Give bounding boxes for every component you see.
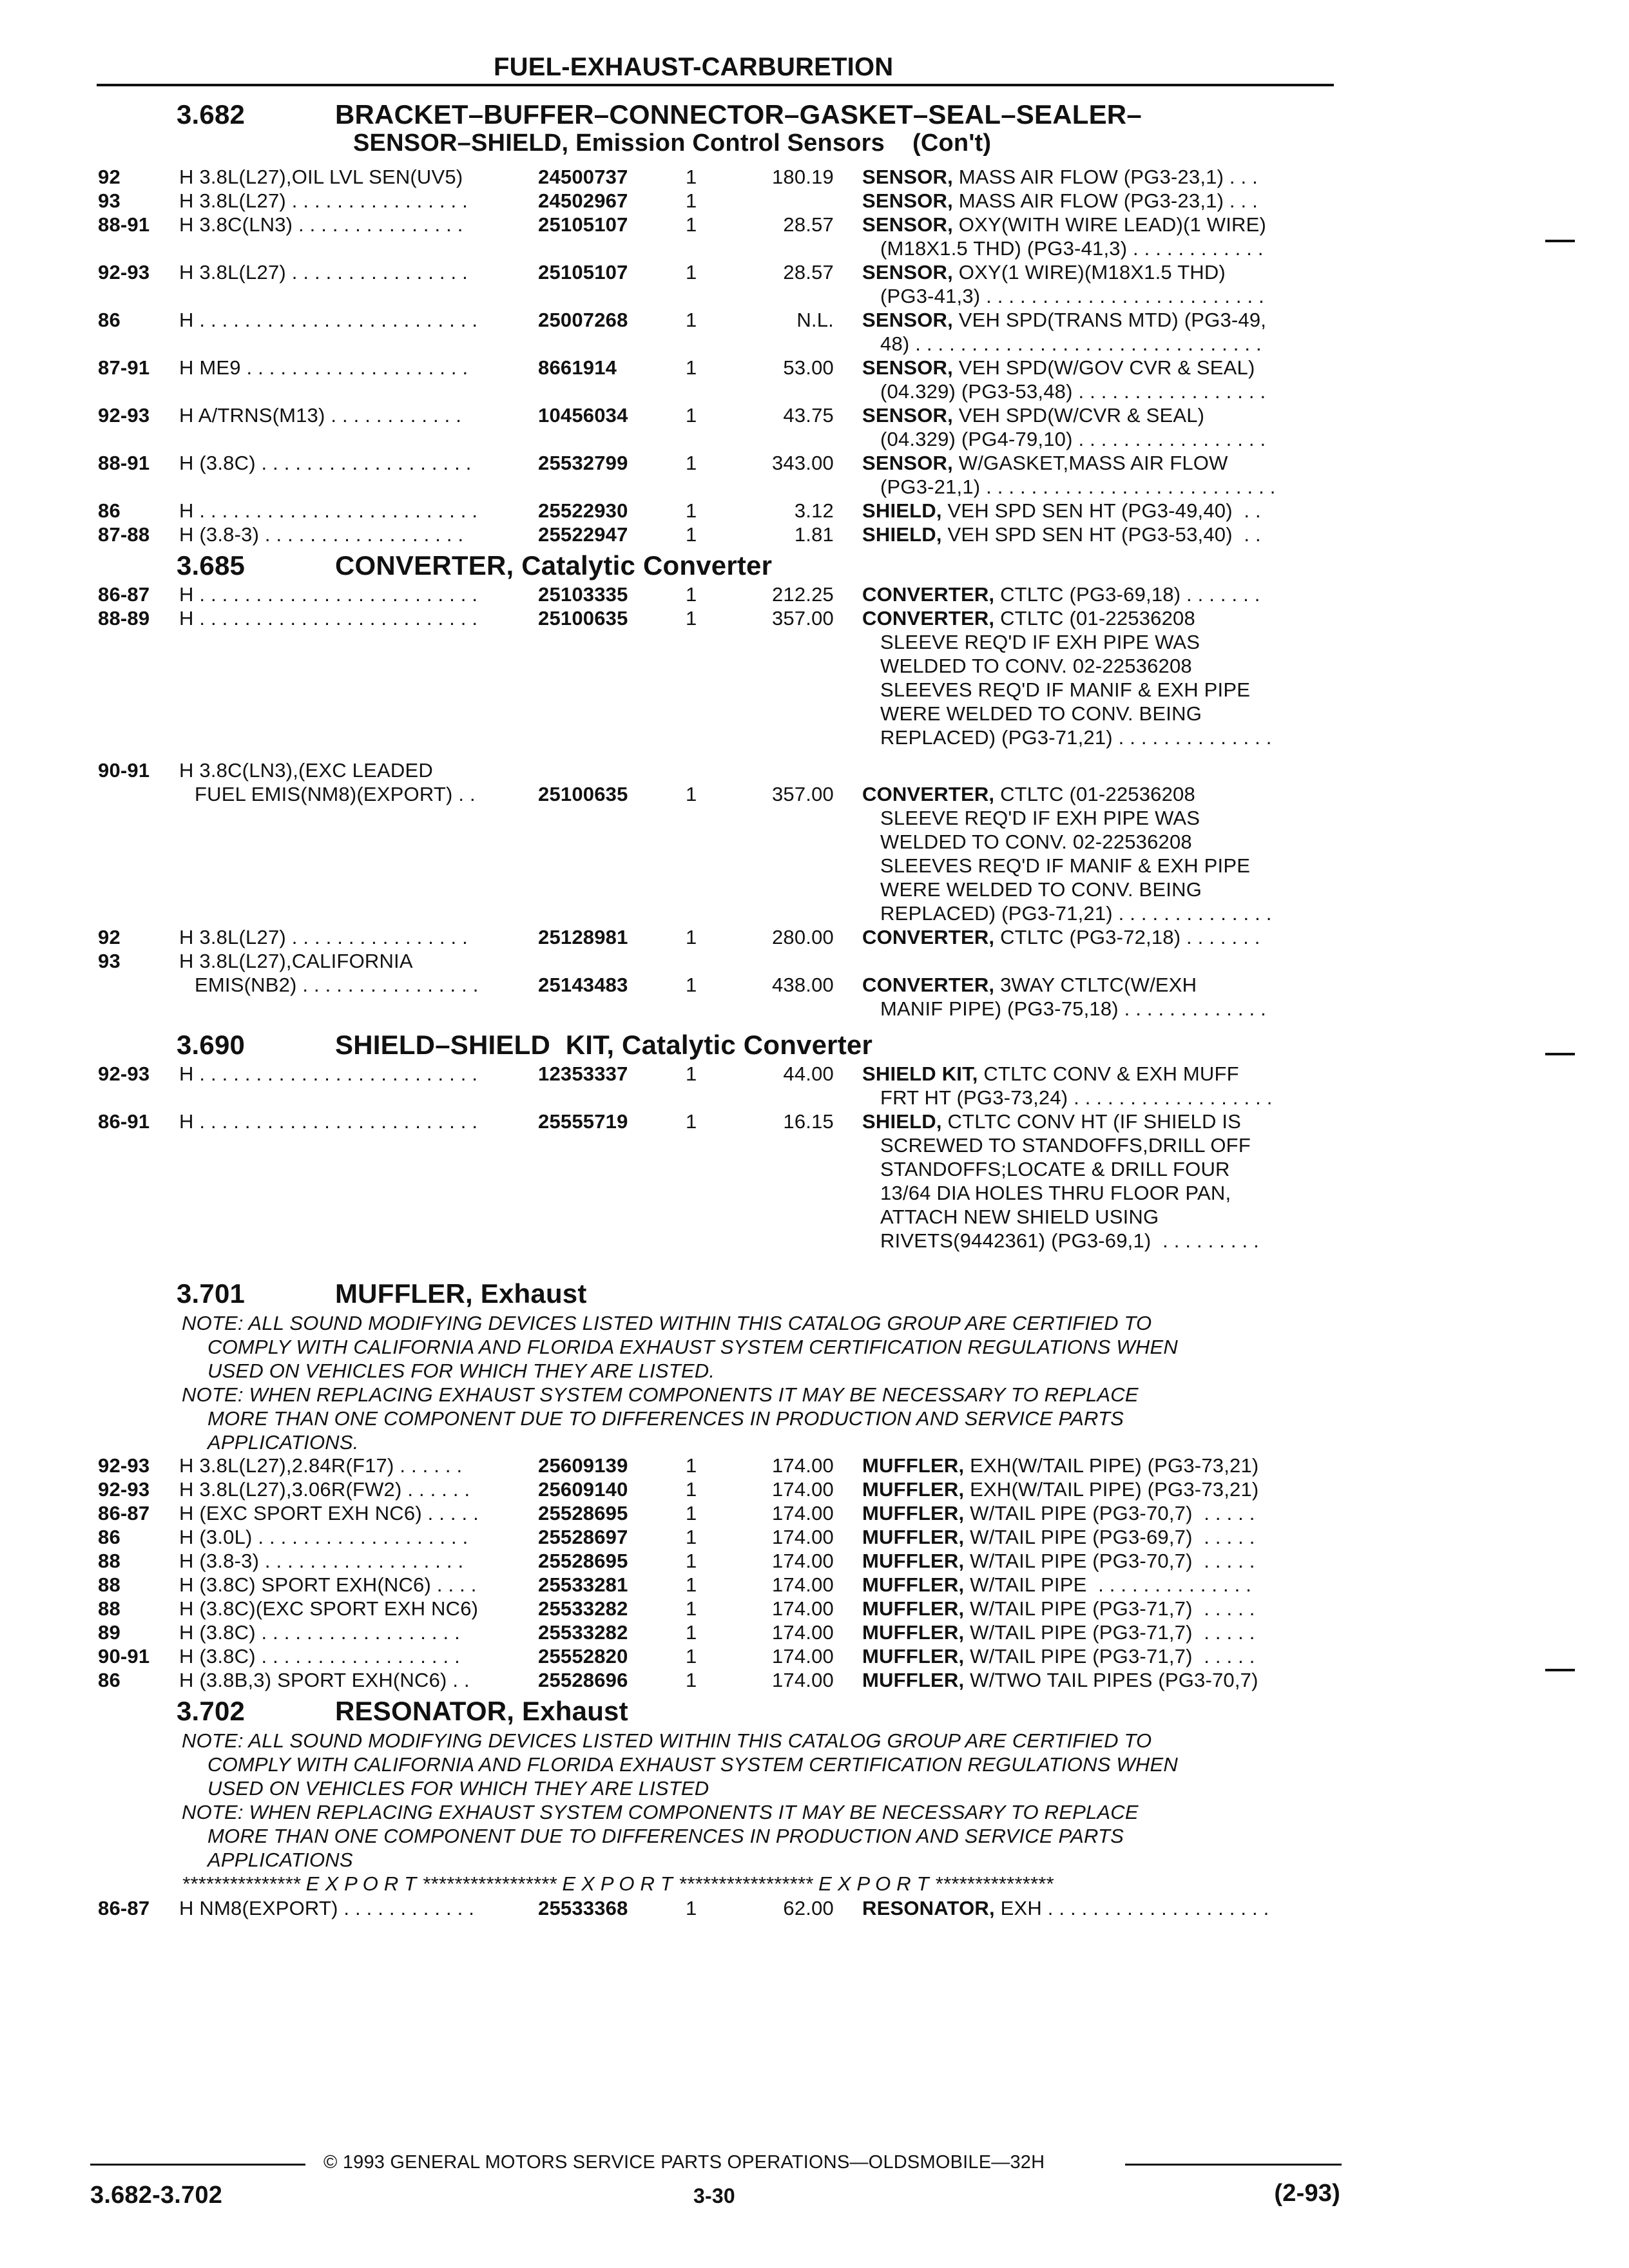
description-continuation: (PG3-41,3) . . . . . . . . . . . . . . . . . . . . . . . . . [880,285,1264,307]
section-number: 3.682 [177,99,246,130]
description-continuation: REPLACED) (PG3-71,21) . . . . . . . . . . . . . . [880,726,1272,749]
quantity: 1 [686,189,697,212]
section-number: 3.702 [177,1696,246,1726]
year-range: 88 [98,1597,120,1620]
header-rule [97,84,1334,86]
part-detail: VEH SPD(TRANS MTD) (PG3-49, [952,309,1267,331]
catalog-note: USED ON VEHICLES FOR WHICH THEY ARE LISTED. [207,1360,715,1382]
year-range: 88 [98,1550,120,1572]
year-range: 93 [98,189,120,212]
part-description [862,309,1266,332]
description-continuation: (04.329) (PG3-53,48) . . . . . . . . . . . . . . . . . [880,380,1266,403]
part-name: MUFFLER, [862,1550,965,1572]
part-detail: MASS AIR FLOW (PG3-23,1) . . . [952,166,1258,188]
model-text: H 3.8L(L27),OIL LVL SEN(UV5) [179,166,463,188]
year-range: 86 [98,1526,120,1548]
model-text: H (3.8C) . . . . . . . . . . . . . . . . . . . [179,452,472,474]
part-detail: CTLTC (PG3-69,18) . . . . . . . [994,583,1260,606]
part-description [862,213,1266,236]
part-detail: W/TAIL PIPE . . . . . . . . . . . . . . [964,1573,1252,1596]
year-range: 86-87 [98,1897,150,1919]
part-detail: OXY(WITH WIRE LEAD)(1 WIRE) [952,213,1267,236]
part-number: 25528696 [538,1669,628,1691]
part-number: 25533282 [538,1597,628,1620]
catalog-note: MORE THAN ONE COMPONENT DUE TO DIFFERENCES IN PRODUCTION AND SERVICE PARTS [207,1825,1124,1847]
description-continuation: STANDOFFS;LOCATE & DRILL FOUR [880,1158,1230,1180]
quantity: 1 [686,783,697,805]
margin-mark [1545,1669,1575,1671]
part-detail: W/GASKET,MASS AIR FLOW [952,452,1228,474]
part-detail: MASS AIR FLOW (PG3-23,1) . . . [952,189,1258,212]
description-continuation: ATTACH NEW SHIELD USING [880,1206,1159,1228]
price: 280.00 [771,926,834,948]
part-detail: W/TWO TAIL PIPES (PG3-70,7) [964,1669,1258,1691]
part-name: CONVERTER, [862,926,995,948]
price: 174.00 [771,1645,834,1667]
part-number: 24502967 [538,189,628,212]
model-text: H (EXC SPORT EXH NC6) . . . . . [179,1502,479,1524]
description-continuation: WELDED TO CONV. 02-22536208 [880,655,1192,677]
part-name: SHIELD, [862,499,942,522]
part-number: 24500737 [538,166,628,188]
part-name: RESONATOR, [862,1897,995,1919]
part-detail: EXH(W/TAIL PIPE) (PG3-73,21) [964,1478,1259,1501]
description-continuation: FRT HT (PG3-73,24) . . . . . . . . . . . . . . . . . . [880,1086,1273,1109]
section-number: 3.685 [177,550,246,581]
part-description [862,1478,1258,1501]
section-title: RESONATOR, Exhaust [335,1696,628,1726]
part-name: SHIELD, [862,523,942,546]
model-text: H ME9 . . . . . . . . . . . . . . . . . . . . [179,356,468,379]
part-number: 10456034 [538,404,628,427]
part-number: 25533281 [538,1573,628,1596]
part-description [862,523,1261,546]
part-name: MUFFLER, [862,1478,965,1501]
part-name: SENSOR, [862,356,953,379]
model-line: H 3.8C(LN3),(EXC LEADED [179,759,433,782]
part-detail: W/TAIL PIPE (PG3-71,7) . . . . . [964,1597,1255,1620]
quantity: 1 [686,261,697,284]
part-name: MUFFLER, [862,1669,965,1691]
year-range: 86-87 [98,1502,150,1524]
description-continuation: (PG3-21,1) . . . . . . . . . . . . . . . . . . . . . . . . . . [880,476,1276,498]
description-continuation: WERE WELDED TO CONV. BEING [880,702,1202,725]
part-description [862,1573,1251,1597]
part-name: CONVERTER, [862,583,995,606]
price: 357.00 [771,783,834,805]
part-name: SENSOR, [862,166,953,188]
part-number: 25128981 [538,926,628,948]
year-range: 92-93 [98,404,150,427]
part-description [862,261,1226,284]
quantity: 1 [686,404,697,427]
part-detail: CTLTC CONV HT (IF SHIELD IS [941,1110,1242,1133]
part-description [862,1062,1239,1086]
part-description [862,356,1255,380]
part-detail: VEH SPD SEN HT (PG3-53,40) . . [941,523,1261,546]
price: 438.00 [771,974,834,996]
quantity: 1 [686,1897,697,1919]
price: 43.75 [783,404,834,427]
part-detail: CTLTC (01-22536208 [994,783,1195,805]
part-detail: W/TAIL PIPE (PG3-71,7) . . . . . [964,1645,1255,1667]
part-number: 25007268 [538,309,628,331]
part-number: 25528695 [538,1550,628,1572]
part-number: 25522930 [538,499,628,522]
copyright: © 1993 GENERAL MOTORS SERVICE PARTS OPERATIONS—OLDSMOBILE—32H [323,2152,1045,2173]
quantity: 1 [686,1502,697,1524]
part-detail: EXH(W/TAIL PIPE) (PG3-73,21) [964,1454,1259,1477]
model-text: H . . . . . . . . . . . . . . . . . . . . . . . . . [179,1110,478,1133]
model-text: H 3.8L(L27) . . . . . . . . . . . . . . . . [179,189,468,212]
model-text: H A/TRNS(M13) . . . . . . . . . . . . [179,404,462,427]
part-name: CONVERTER, [862,783,995,805]
part-description [862,499,1261,523]
quantity: 1 [686,1645,697,1667]
section-title: CONVERTER, Catalytic Converter [335,550,773,581]
model-text: H (3.8C) SPORT EXH(NC6) . . . . [179,1573,477,1596]
part-description [862,1454,1258,1477]
part-description [862,404,1204,427]
part-description [862,1597,1255,1620]
part-description [862,583,1260,606]
part-detail: CTLTC CONV & EXH MUFF [978,1062,1239,1085]
part-number: 25609140 [538,1478,628,1501]
model-text: H 3.8L(L27),3.06R(FW2) . . . . . . [179,1478,470,1501]
part-detail: W/TAIL PIPE (PG3-69,7) . . . . . [964,1526,1255,1548]
model-line: H 3.8L(L27),CALIFORNIA [179,950,413,972]
price: 174.00 [771,1526,834,1548]
price: 28.57 [783,261,834,284]
quantity: 1 [686,583,697,606]
section-number: 3.701 [177,1278,246,1309]
page-range: 3.682-3.702 [90,2182,223,2209]
model-text: H (3.8C) . . . . . . . . . . . . . . . . . . [179,1645,460,1667]
part-detail: W/TAIL PIPE (PG3-70,7) . . . . . [964,1502,1255,1524]
year-range: 86 [98,1669,120,1691]
part-number: 25103335 [538,583,628,606]
part-name: MUFFLER, [862,1573,965,1596]
quantity: 1 [686,213,697,236]
quantity: 1 [686,1550,697,1572]
part-detail: 3WAY CTLTC(W/EXH [994,974,1197,996]
year-range: 86 [98,309,120,331]
year-range: 86 [98,499,120,522]
part-number: 25105107 [538,261,628,284]
description-continuation: SLEEVE REQ'D IF EXH PIPE WAS [880,807,1200,829]
price: 174.00 [771,1502,834,1524]
description-continuation: 48) . . . . . . . . . . . . . . . . . . . . . . . . . . . . . . . [880,332,1262,355]
part-number: 25533368 [538,1897,628,1919]
price: 28.57 [783,213,834,236]
part-number: 25533282 [538,1621,628,1644]
description-continuation: (M18X1.5 THD) (PG3-41,3) . . . . . . . . . . . . [880,237,1264,260]
part-detail: EXH . . . . . . . . . . . . . . . . . . . . [994,1897,1269,1919]
margin-mark [1545,240,1575,242]
catalog-note: NOTE: WHEN REPLACING EXHAUST SYSTEM COMPONENTS IT MAY BE NECESSARY TO REPLACE [182,1801,1139,1823]
price: 174.00 [771,1621,834,1644]
price: N.L. [796,309,834,331]
part-name: SENSOR, [862,213,953,236]
model-text: H (3.8B,3) SPORT EXH(NC6) . . [179,1669,470,1691]
catalog-note: APPLICATIONS [207,1849,353,1871]
price: 53.00 [783,356,834,379]
price: 174.00 [771,1573,834,1596]
part-number: 25609139 [538,1454,628,1477]
part-description [862,166,1258,189]
description-continuation: MANIF PIPE) (PG3-75,18) . . . . . . . . . . . . . [880,997,1266,1020]
part-name: SENSOR, [862,452,953,474]
quantity: 1 [686,926,697,948]
description-continuation: (04.329) (PG4-79,10) . . . . . . . . . . . . . . . . . [880,428,1266,450]
quantity: 1 [686,974,697,996]
part-name: MUFFLER, [862,1621,965,1644]
part-name: SENSOR, [862,189,953,212]
part-number: 25555719 [538,1110,628,1133]
part-description [862,607,1195,630]
section-title: SHIELD–SHIELD KIT, Catalytic Converter [335,1030,872,1060]
year-range: 87-88 [98,523,150,546]
model-text: H (3.8-3) . . . . . . . . . . . . . . . . . . [179,1550,464,1572]
revision-date: (2-93) [1274,2180,1340,2207]
price: 357.00 [771,607,834,629]
part-number: 12353337 [538,1062,628,1085]
price: 180.19 [771,166,834,188]
quantity: 1 [686,523,697,546]
year-range: 88-91 [98,452,150,474]
part-number: 25528695 [538,1502,628,1524]
model-text: H . . . . . . . . . . . . . . . . . . . . . . . . . [179,1062,478,1085]
price: 174.00 [771,1597,834,1620]
part-name: MUFFLER, [862,1454,965,1477]
quantity: 1 [686,1062,697,1085]
part-name: SHIELD KIT, [862,1062,978,1085]
model-text: H . . . . . . . . . . . . . . . . . . . . . . . . . [179,309,478,331]
description-continuation: 13/64 DIA HOLES THRU FLOOR PAN, [880,1182,1231,1204]
part-name: MUFFLER, [862,1526,965,1548]
price: 3.12 [794,499,834,522]
model-text: H (3.8C)(EXC SPORT EXH NC6) [179,1597,479,1620]
part-detail: CTLTC (01-22536208 [994,607,1195,629]
footer-rule-left [90,2164,305,2166]
price: 174.00 [771,1550,834,1572]
quantity: 1 [686,166,697,188]
year-range: 92 [98,926,120,948]
model-text: H 3.8L(L27) . . . . . . . . . . . . . . . . [179,261,468,284]
year-range: 92 [98,166,120,188]
part-name: SENSOR, [862,261,953,284]
part-name: CONVERTER, [862,607,995,629]
quantity: 1 [686,1454,697,1477]
part-name: MUFFLER, [862,1645,965,1667]
year-range: 88 [98,1573,120,1596]
part-detail: CTLTC (PG3-72,18) . . . . . . . [994,926,1260,948]
part-number: 25143483 [538,974,628,996]
year-range: 92-93 [98,1478,150,1501]
part-name: CONVERTER, [862,974,995,996]
part-detail: W/TAIL PIPE (PG3-71,7) . . . . . [964,1621,1255,1644]
description-continuation: WERE WELDED TO CONV. BEING [880,878,1202,901]
part-detail: W/TAIL PIPE (PG3-70,7) . . . . . [964,1550,1255,1572]
year-range: 92-93 [98,1454,150,1477]
model-text: H . . . . . . . . . . . . . . . . . . . . . . . . . [179,583,478,606]
description-continuation: SCREWED TO STANDOFFS,DRILL OFF [880,1134,1251,1157]
quantity: 1 [686,1110,697,1133]
year-range: 88-89 [98,607,150,629]
year-range: 90-91 [98,759,150,782]
price: 174.00 [771,1478,834,1501]
section-title: MUFFLER, Exhaust [335,1278,587,1309]
model-text: H 3.8L(L27) . . . . . . . . . . . . . . . . [179,926,468,948]
part-number: 25100635 [538,783,628,805]
quantity: 1 [686,1597,697,1620]
price: 174.00 [771,1454,834,1477]
year-range: 93 [98,950,120,972]
quantity: 1 [686,1526,697,1548]
part-description [862,1669,1258,1692]
description-continuation: SLEEVE REQ'D IF EXH PIPE WAS [880,631,1200,653]
model-text: H (3.8-3) . . . . . . . . . . . . . . . . . . [179,523,464,546]
export-banner: *************** E X P O R T ***************** E X P O R T ***************** E X P O R T *************** [182,1872,1054,1895]
margin-mark [1545,1053,1575,1055]
part-description [862,783,1195,806]
part-description [862,1645,1255,1668]
page-number: 3-30 [693,2184,735,2207]
part-description [862,1502,1255,1525]
price: 62.00 [783,1897,834,1919]
model-text: H 3.8L(L27),2.84R(F17) . . . . . . [179,1454,463,1477]
part-description [862,1110,1241,1133]
section-title-cont: SENSOR–SHIELD, Emission Control Sensors (Con't) [353,130,992,157]
catalog-note: NOTE: ALL SOUND MODIFYING DEVICES LISTED WITHIN THIS CATALOG GROUP ARE CERTIFIED TO [182,1312,1152,1334]
model-text: H NM8(EXPORT) . . . . . . . . . . . . [179,1897,475,1919]
quantity: 1 [686,309,697,331]
part-name: SENSOR, [862,404,953,427]
catalog-note: NOTE: ALL SOUND MODIFYING DEVICES LISTED WITHIN THIS CATALOG GROUP ARE CERTIFIED TO [182,1729,1152,1752]
part-number: 25522947 [538,523,628,546]
model-text: EMIS(NB2) . . . . . . . . . . . . . . . . [195,974,479,996]
part-detail: VEH SPD(W/GOV CVR & SEAL) [952,356,1255,379]
part-description [862,1897,1269,1920]
section-number: 3.690 [177,1030,246,1060]
quantity: 1 [686,1478,697,1501]
model-text: H . . . . . . . . . . . . . . . . . . . . . . . . . [179,607,478,629]
catalog-note: COMPLY WITH CALIFORNIA AND FLORIDA EXHAUST SYSTEM CERTIFICATION REGULATIONS WHEN [207,1336,1178,1358]
catalog-note: NOTE: WHEN REPLACING EXHAUST SYSTEM COMPONENTS IT MAY BE NECESSARY TO REPLACE [182,1383,1139,1406]
catalog-note: APPLICATIONS. [207,1431,359,1454]
part-name: SHIELD, [862,1110,942,1133]
price: 212.25 [771,583,834,606]
part-description [862,189,1258,213]
part-description [862,926,1260,949]
part-number: 8661914 [538,356,617,379]
part-description [862,1550,1255,1573]
part-number: 25105107 [538,213,628,236]
part-description [862,1621,1255,1644]
price: 44.00 [783,1062,834,1085]
quantity: 1 [686,1621,697,1644]
year-range: 92-93 [98,1062,150,1085]
year-range: 86-91 [98,1110,150,1133]
part-detail: OXY(1 WIRE)(M18X1.5 THD) [952,261,1226,284]
catalog-note: COMPLY WITH CALIFORNIA AND FLORIDA EXHAUST SYSTEM CERTIFICATION REGULATIONS WHEN [207,1753,1178,1776]
model-text: H 3.8C(LN3) . . . . . . . . . . . . . . . [179,213,463,236]
year-range: 87-91 [98,356,150,379]
description-continuation: SLEEVES REQ'D IF MANIF & EXH PIPE [880,854,1251,877]
description-continuation: REPLACED) (PG3-71,21) . . . . . . . . . . . . . . [880,902,1272,925]
model-text: H (3.8C) . . . . . . . . . . . . . . . . . . [179,1621,460,1644]
description-continuation: SLEEVES REQ'D IF MANIF & EXH PIPE [880,678,1251,701]
part-number: 25552820 [538,1645,628,1667]
quantity: 1 [686,499,697,522]
catalog-note: MORE THAN ONE COMPONENT DUE TO DIFFERENCES IN PRODUCTION AND SERVICE PARTS [207,1407,1124,1430]
price: 1.81 [794,523,834,546]
description-continuation: RIVETS(9442361) (PG3-69,1) . . . . . . . . . [880,1229,1259,1252]
quantity: 1 [686,356,697,379]
year-range: 88-91 [98,213,150,236]
part-number: 25528697 [538,1526,628,1548]
footer-rule-right [1125,2164,1342,2166]
price: 16.15 [783,1110,834,1133]
year-range: 92-93 [98,261,150,284]
catalog-note: USED ON VEHICLES FOR WHICH THEY ARE LISTED [207,1777,709,1800]
part-description [862,1526,1255,1549]
part-description [862,974,1197,997]
page-title: FUEL-EXHAUST-CARBURETION [494,53,894,81]
part-name: SENSOR, [862,309,953,331]
price: 343.00 [771,452,834,474]
year-range: 86-87 [98,583,150,606]
part-name: MUFFLER, [862,1597,965,1620]
quantity: 1 [686,1669,697,1691]
quantity: 1 [686,607,697,629]
part-name: MUFFLER, [862,1502,965,1524]
part-number: 25532799 [538,452,628,474]
model-text: FUEL EMIS(NM8)(EXPORT) . . [195,783,476,805]
part-description [862,452,1228,475]
part-number: 25100635 [538,607,628,629]
section-title: BRACKET–BUFFER–CONNECTOR–GASKET–SEAL–SEALER– [335,99,1142,130]
year-range: 89 [98,1621,120,1644]
model-text: H (3.0L) . . . . . . . . . . . . . . . . . . . [179,1526,468,1548]
part-detail: VEH SPD(W/CVR & SEAL) [952,404,1205,427]
price: 174.00 [771,1669,834,1691]
quantity: 1 [686,1573,697,1596]
description-continuation: WELDED TO CONV. 02-22536208 [880,831,1192,853]
quantity: 1 [686,452,697,474]
part-detail: VEH SPD SEN HT (PG3-49,40) . . [941,499,1261,522]
year-range: 90-91 [98,1645,150,1667]
model-text: H . . . . . . . . . . . . . . . . . . . . . . . . . [179,499,478,522]
